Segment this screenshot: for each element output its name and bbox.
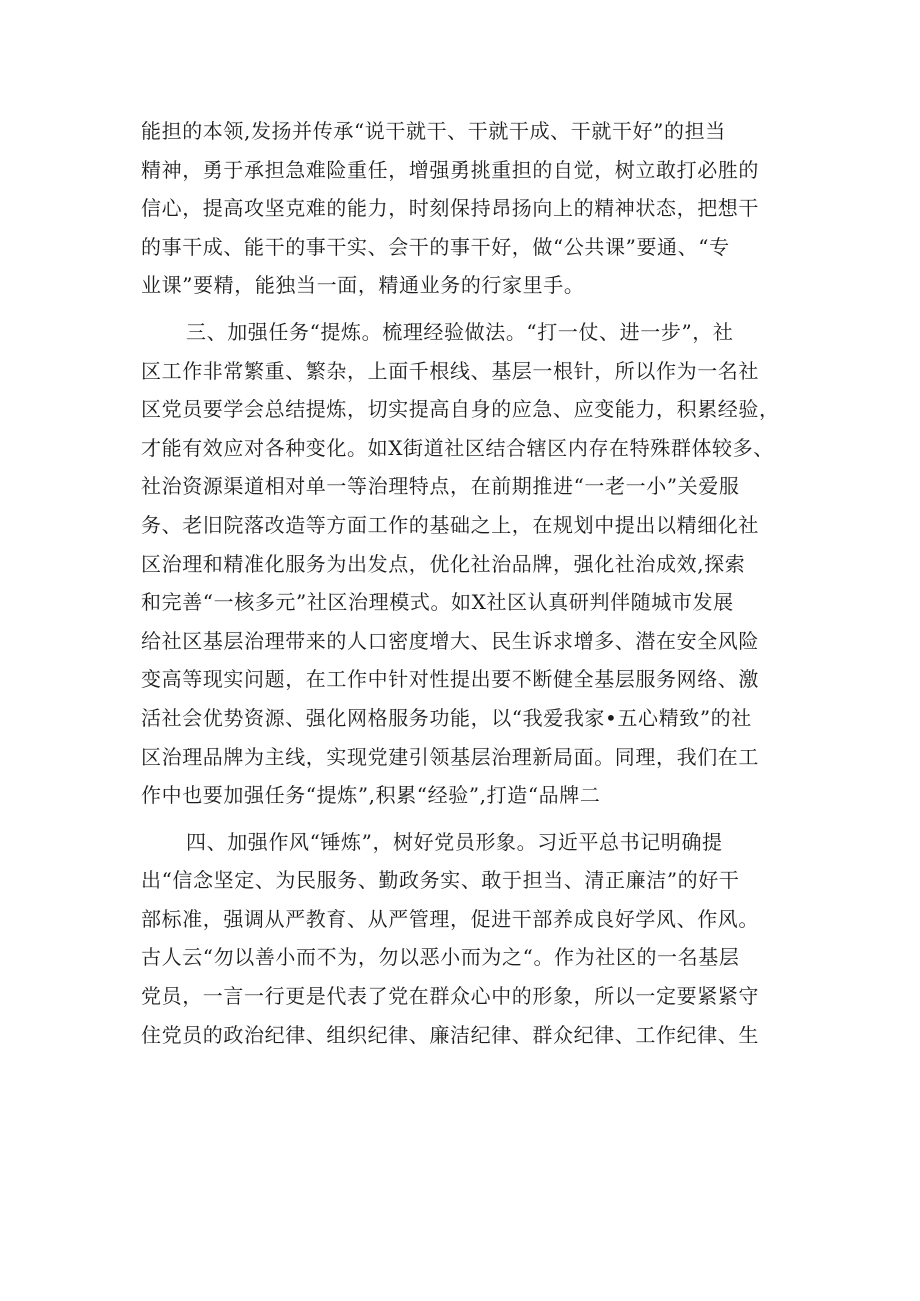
paragraph-line: 信心，提高攻坚克难的能力，时刻保持昂扬向上的精神状态，把想干 — [141, 196, 759, 221]
paragraph-line: 党员，一言一行更是代表了党在群众心中的形象，所以一定要紧紧守 — [141, 984, 759, 1009]
paragraph-line: 务、老旧院落改造等方面工作的基础之上，在规划中提出以精细化社 — [141, 512, 759, 537]
paragraph-gap — [141, 815, 781, 823]
paragraph-line: 和完善“一核多元”社区治理模式。如X社区认真研判伴随城市发展 — [141, 590, 734, 615]
paragraph-line: 作中也要加强任务“提炼”,积累“经验”,打造“品牌二 — [141, 783, 601, 808]
paragraph-line: 能担的本领,发扬并传承“说干就干、干就干成、干就干好”的担当 — [141, 119, 726, 143]
paragraph-line: 才能有效应对各种变化。如X街道社区结合辖区内存在特殊群体较多、 — [141, 435, 774, 460]
paragraph-line: 区治理和精准化服务为出发点，优化社治品牌，强化社治成效,探索 — [141, 551, 746, 576]
section-heading-line: 三、加强任务“提炼。梳理经验做法。“打一仗、进一步”，社 — [186, 319, 734, 344]
paragraph-line: 区治理品牌为主线，实现党建引领基层治理新局面。同理，我们在工 — [141, 744, 759, 769]
paragraph-line: 给社区基层治理带来的人口密度增大、民生诉求增多、潜在安全风险 — [141, 628, 759, 653]
paragraph-line: 区工作非常繁重、繁杂，上面千根线、基层一根针，所以作为一名社 — [141, 358, 759, 383]
paragraph-line: 出“信念坚定、为民服务、勤政务实、敢于担当、清正廉洁”的好干 — [141, 868, 740, 893]
paragraph-line: 变高等现实问题，在工作中针对性提出要不断健全基层服务网络、激 — [141, 667, 759, 692]
paragraph-line: 业课”要精，能独当一面，精通业务的行家里手。 — [141, 273, 585, 298]
paragraph-line: 区党员要学会总结提炼，切实提高自身的应急、应变能力，积累经验， — [141, 397, 780, 422]
document-body — [141, 112, 781, 1054]
section-heading-line: 四、加强作风“锤炼”，树好党员形象。习近平总书记明确提 — [186, 829, 723, 854]
paragraph-gap — [141, 305, 781, 313]
paragraph-line: 古人云“勿以善小而不为，勿以恶小而为之“。作为社区的一名基层 — [141, 945, 740, 970]
paragraph-line: 部标准，强调从严教育、从严管理，促进干部养成良好学风、作风。 — [141, 906, 759, 931]
paragraph-line: 社治资源渠道相对单一等治理特点，在前期推进“一老一小”关爱服 — [141, 474, 740, 499]
paragraph-line: 活社会优势资源、强化网格服务功能，以“我爱我家•五心精致”的社 — [141, 705, 752, 730]
paragraph-line: 的事干成、能干的事干实、会干的事干好，做“公共课”要通、“专 — [141, 234, 730, 259]
paragraph-line: 精神，勇于承担急难险重任，增强勇挑重担的自觉，树立敢打必胜的 — [141, 157, 759, 182]
paragraph-line: 住党员的政治纪律、组织纪律、廉洁纪律、群众纪律、工作纪律、生 — [141, 1022, 759, 1047]
